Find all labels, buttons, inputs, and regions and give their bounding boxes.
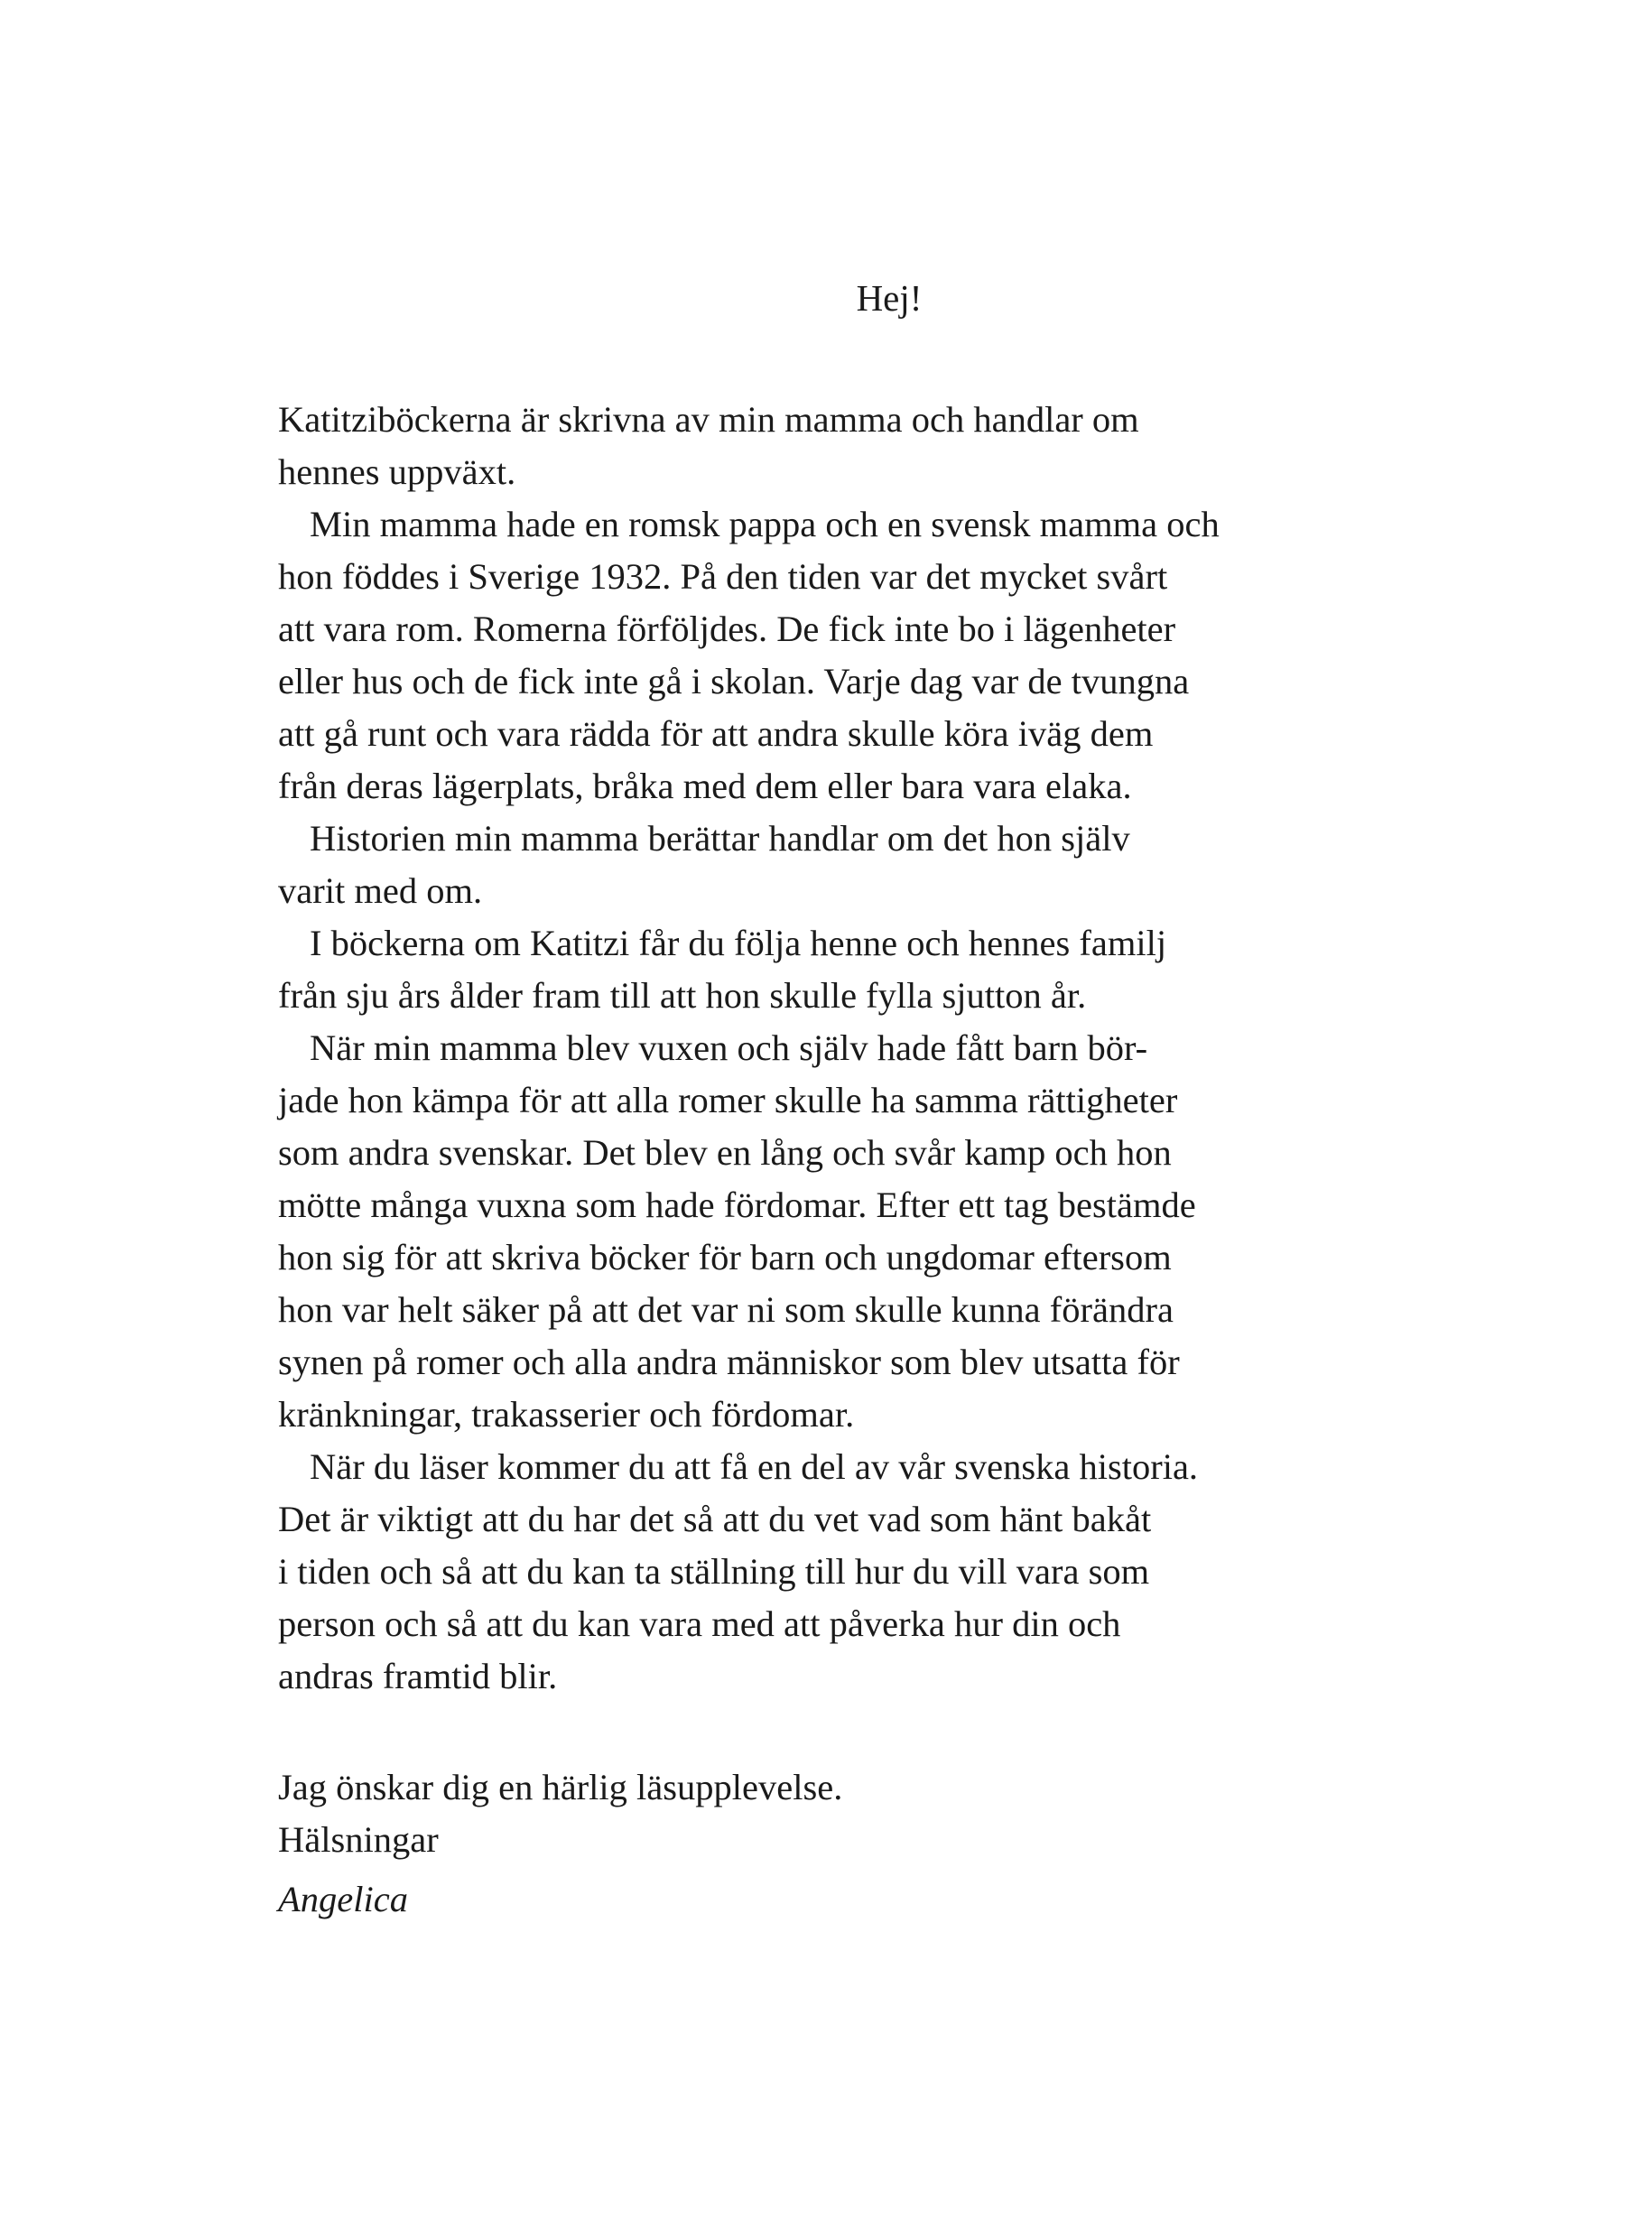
body-line: När min mamma blev vuxen och själv hade fått barn bör- — [310, 1027, 1148, 1068]
closing-greeting: Hälsningar — [278, 1819, 439, 1860]
body-line: I böckerna om Katitzi får du följa henne och hennes familj — [310, 923, 1167, 963]
body-line: att vara rom. Romerna förföljdes. De fick inte bo i lägenheter — [278, 609, 1176, 649]
page-title: Hej! — [856, 277, 923, 319]
body-line: mötte många vuxna som hade fördomar. Efter ett tag bestämde — [278, 1185, 1196, 1225]
body-line: från deras lägerplats, bråka med dem eller bara vara elaka. — [278, 766, 1132, 806]
body-line: från sju års ålder fram till att hon skulle fylla sjutton år. — [278, 975, 1087, 1016]
body-line: När du läser kommer du att få en del av vår svenska historia. — [310, 1446, 1199, 1487]
letter-body — [278, 394, 1361, 1703]
body-line: Det är viktigt att du har det så att du vet vad som hänt bakåt — [278, 1499, 1152, 1539]
body-line: som andra svenskar. Det blev en lång och svår kamp och hon — [278, 1132, 1172, 1173]
body-line: Historien min mamma berättar handlar om det hon själv — [310, 818, 1130, 859]
body-line: kränkningar, trakasserier och fördomar. — [278, 1394, 855, 1435]
body-line: att gå runt och vara rädda för att andra skulle köra iväg dem — [278, 713, 1154, 754]
body-line: hon föddes i Sverige 1932. På den tiden var det mycket svårt — [278, 556, 1168, 597]
body-line: i tiden och så att du kan ta ställning till hur du vill vara som — [278, 1551, 1150, 1592]
body-line: jade hon kämpa för att alla romer skulle ha samma rättigheter — [278, 1080, 1178, 1120]
body-line: Katitziböckerna är skrivna av min mamma och handlar om — [278, 399, 1139, 440]
body-line: synen på romer och alla andra människor som blev utsatta för — [278, 1342, 1180, 1382]
body-line: varit med om. — [278, 870, 483, 911]
body-line: hon var helt säker på att det var ni som skulle kunna förändra — [278, 1289, 1174, 1330]
letter-closing — [278, 1761, 842, 1926]
body-line: hon sig för att skriva böcker för barn och ungdomar eftersom — [278, 1237, 1172, 1277]
body-line: person och så att du kan vara med att påverka hur din och — [278, 1603, 1121, 1644]
signature: Angelica — [278, 1879, 408, 1919]
body-line: eller hus och de fick inte gå i skolan. Varje dag var de tvungna — [278, 661, 1190, 701]
body-line: hennes uppväxt. — [278, 451, 516, 492]
body-line: andras framtid blir. — [278, 1656, 558, 1696]
closing-wish: Jag önskar dig en härlig läsupplevelse. — [278, 1767, 843, 1807]
body-line: Min mamma hade en romsk pappa och en svensk mamma och — [310, 504, 1220, 544]
